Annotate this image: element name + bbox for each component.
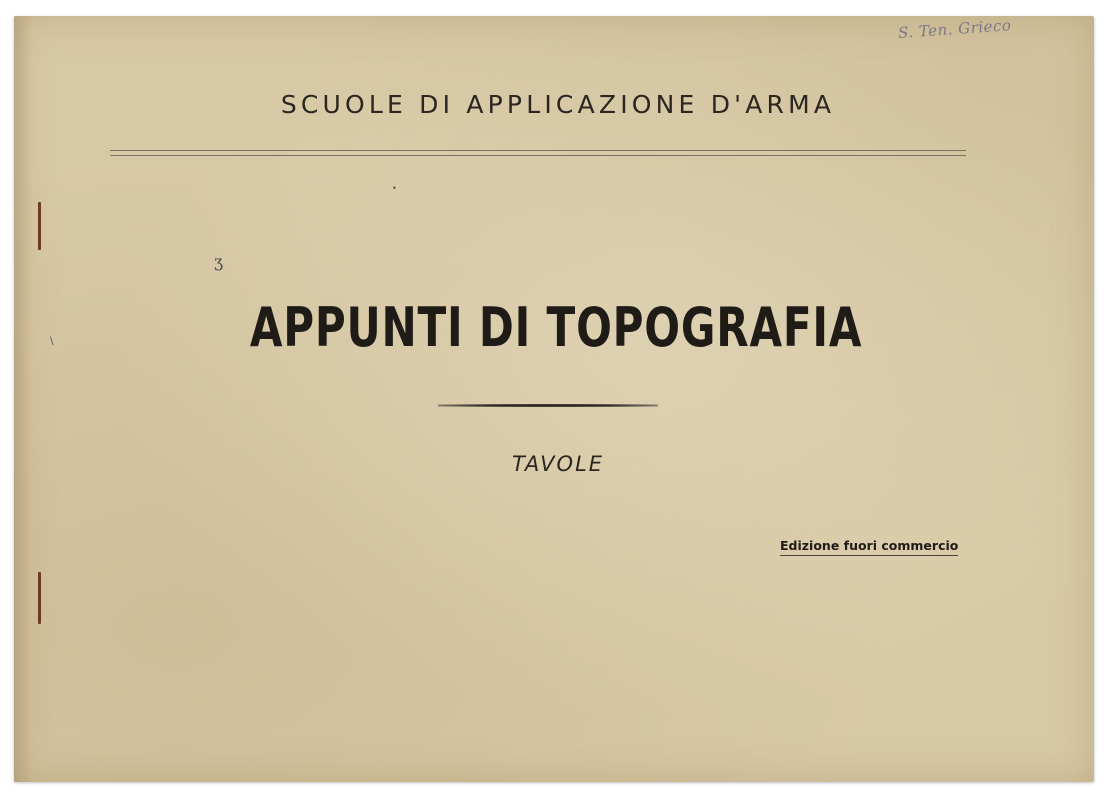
ink-mark: ʒ [214, 252, 224, 271]
staple-top [38, 202, 41, 250]
booklet-cover [14, 16, 1094, 782]
staple-bottom [38, 572, 41, 624]
header-title: SCUOLE DI APPLICAZIONE D'ARMA [280, 90, 836, 119]
subtitle: TAVOLE [511, 452, 605, 476]
ink-speck: \ [50, 336, 54, 347]
handwritten-note: S. Ten. Grieco [897, 16, 1012, 42]
page-title: APPUNTI DI TOPOGRAFIA [249, 296, 863, 359]
ink-speck: • [392, 184, 397, 193]
cover-spine-shadow [14, 16, 32, 782]
header-divider [110, 150, 966, 156]
title-divider [438, 404, 658, 407]
edition-note: Edizione fuori commercio [780, 538, 958, 556]
